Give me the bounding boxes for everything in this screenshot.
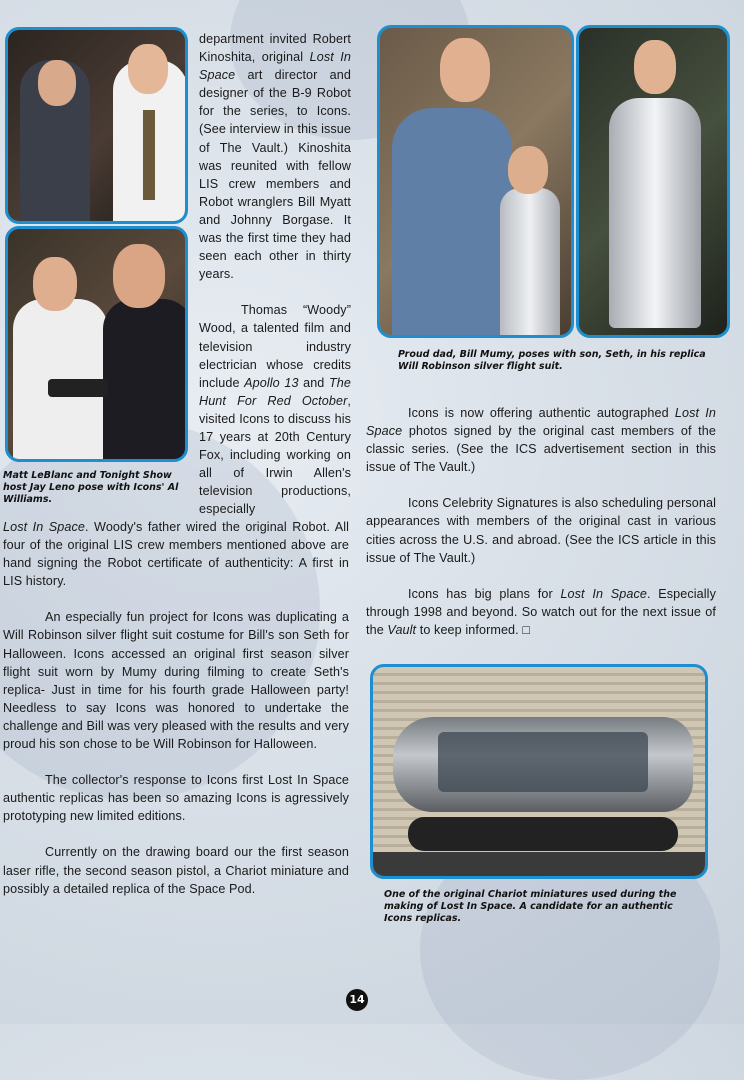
article-paragraph: department invited Robert Kinoshita, original Lost In Space art director and designer of the B-9 Robot for the series, to Icons. (See interview in this issue of The Vault.) Kinoshita was reunited with fellow LIS crew members and Robot wranglers Bill Myatt and Johnny Borgase. It was the first time they had seen each other in thirty years. [199, 32, 351, 282]
figure-face [508, 146, 548, 194]
photo-seth-flight-suit [576, 25, 730, 338]
article-paragraph: Icons has big plans for Lost In Space. Especially through 1998 and beyond. So watch out for the next issue of the Vault to keep informed. □ [366, 586, 716, 637]
photo-matt-leblanc [5, 27, 188, 224]
figure-silver-suit [500, 188, 560, 338]
chariot-tracks [408, 817, 678, 851]
figure-face [634, 40, 676, 94]
caption-chariot: One of the original Chariot miniatures used during the making of Lost In Space. A candidate for an authentic Icons replicas. [384, 889, 677, 924]
chariot-base [373, 852, 708, 879]
article-paragraph: The collector's response to Icons first Lost In Space authentic replicas has been so amazing Icons is agressively prototyping new limited editions. [3, 773, 349, 824]
figure-tie [143, 110, 155, 200]
article-paragraph: Icons is now offering authentic autographed Lost In Space photos signed by the original cast members of the classic series. (See the ICS advertisement section in this issue of The Vault.) [366, 406, 716, 475]
article-column-right [366, 404, 716, 639]
article-paragraph: Icons Celebrity Signatures is also scheduling personal appearances with members of the original cast in various cities across the U.S. and abroad. (See the ICS article in this issue of The Vault.) [366, 496, 716, 565]
figure-person [392, 108, 512, 338]
figure-face [38, 60, 76, 106]
figure-face [128, 44, 168, 94]
photo-jay-leno [5, 226, 188, 462]
article-column-left-upper [199, 30, 351, 518]
caption-leblanc: Matt LeBlanc and Tonight Show host Jay Leno pose with Icons' Al Williams. [3, 470, 179, 505]
article-paragraph: Lost In Space. Woody's father wired the original Robot. All four of the original LIS crew members mentioned above are hand signing the Robot certificate of authenticity: A first in LIS history. [3, 520, 349, 589]
article-column-left-lower [3, 518, 349, 898]
caption-mumy: Proud dad, Bill Mumy, poses with son, Seth, in his replica Will Robinson silver flight suit. [398, 349, 706, 372]
page-number: 14 [346, 989, 368, 1011]
article-paragraph: Currently on the drawing board our the first season laser rifle, the second season pistol, a Chariot miniature and possibly a detailed replica of the Space Pod. [3, 845, 349, 896]
figure-person [103, 299, 188, 462]
article-paragraph: An especially fun project for Icons was duplicating a Will Robinson silver flight suit costume for Bill's son Seth for Halloween. Icons accessed an original first season silver flight suit worn by Mumy during filming to create Seth's replica- Just in time for his fourth grade Halloween party! Needless to say Icons was honored to undertake the challenge and Bill was very pleased with the results and very proud his son chose to be Will Robinson for Halloween. [3, 610, 349, 752]
figure-prop-pistol [48, 379, 108, 397]
figure-silver-suit [609, 98, 701, 328]
article-paragraph: Thomas “Woody” Wood, a talented film and television industry electrician whose credits include Apollo 13 and The Hunt For Red October, visited Icons to discuss his 17 years at 20th Century Fox, including working on all of Irwin Allen's television productions, especially [199, 303, 351, 517]
figure-face [440, 38, 490, 102]
photo-bill-mumy [377, 25, 574, 338]
chariot-window [438, 732, 648, 792]
figure-face [113, 244, 165, 308]
photo-chariot-miniature [370, 664, 708, 879]
figure-face [33, 257, 77, 311]
